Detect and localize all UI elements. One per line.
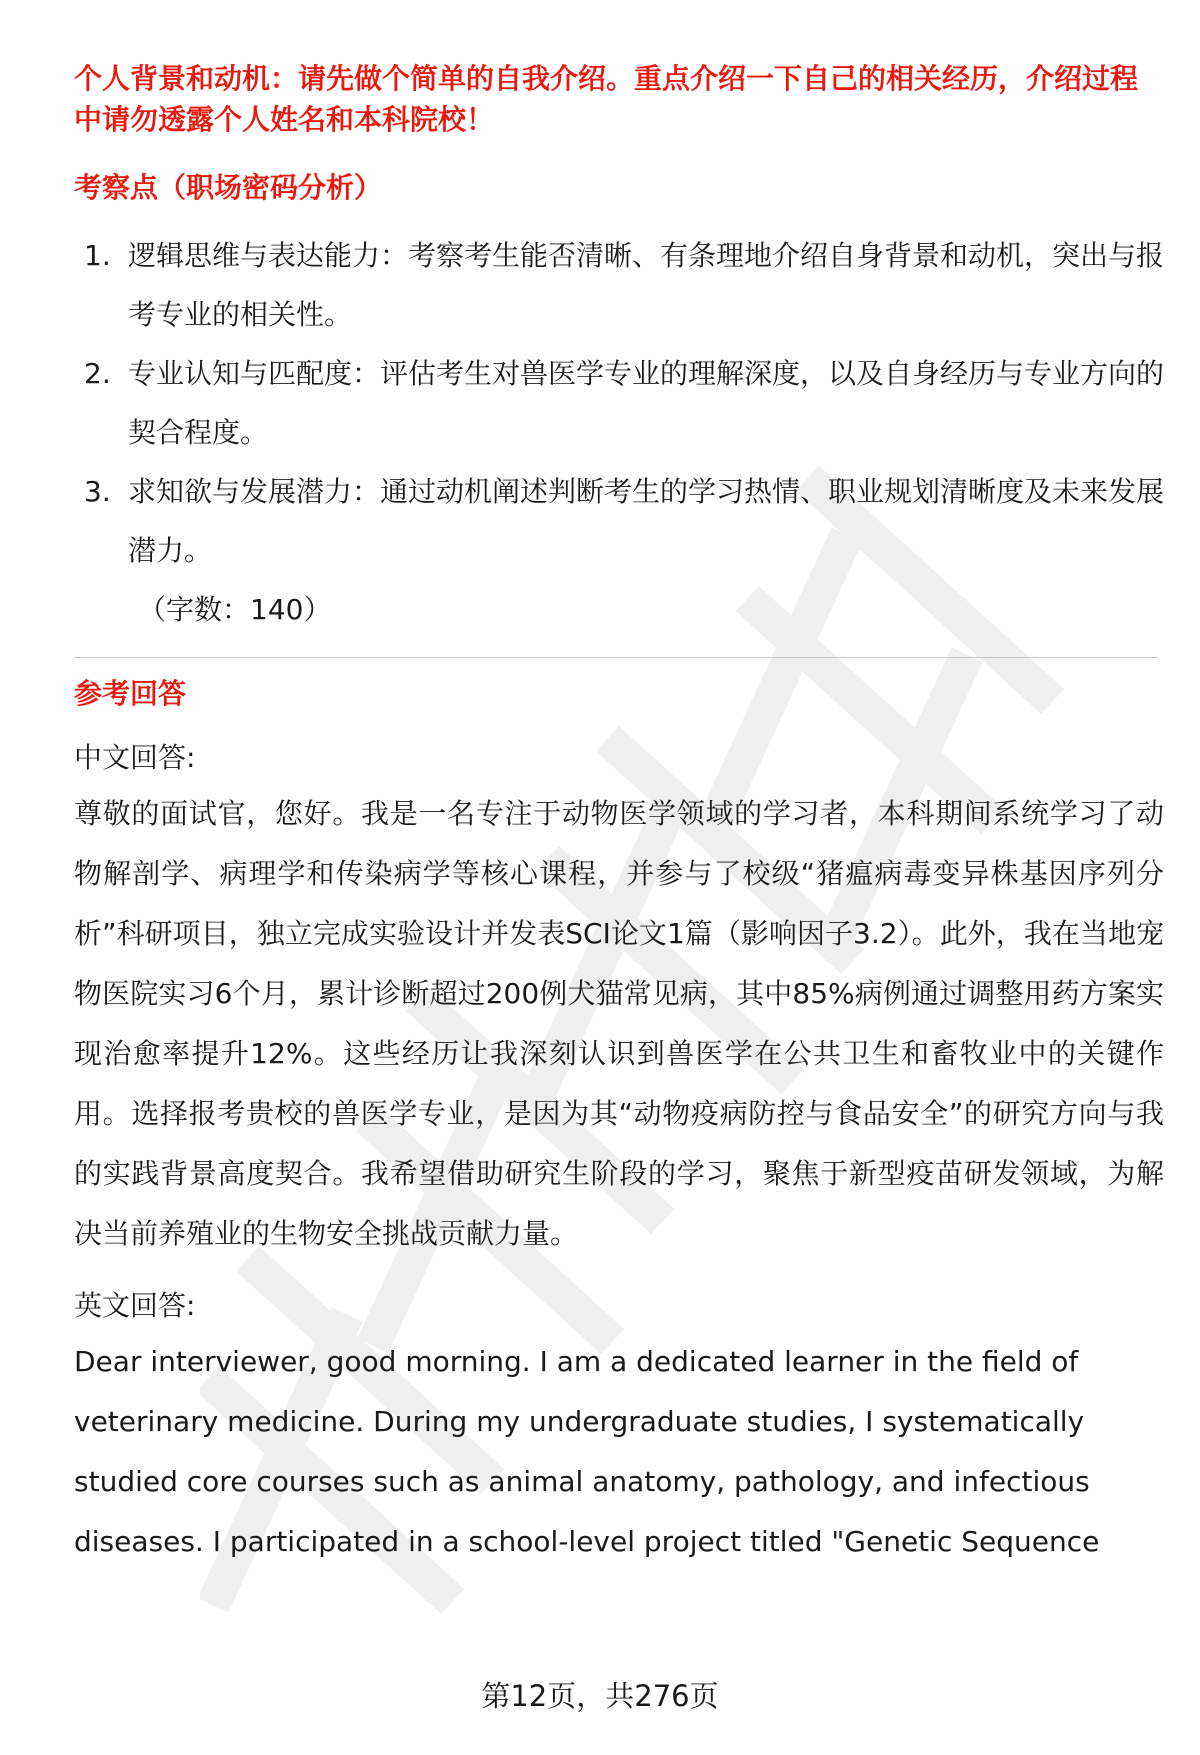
list-number: 1. [84,239,111,272]
question-heading: 个人背景和动机：请先做个简单的自我介绍。重点介绍一下自己的相关经历，介绍过程中请勿透露个人姓名和本科院校！ [74,62,1139,136]
list-item-text: 专业认知与匹配度：评估考生对兽医学专业的理解深度，以及自身经历与专业方向的契合程度。 [128,357,1165,449]
checkpoint-list [74,226,1164,580]
word-count: （字数：140） [138,593,332,626]
section-divider [74,657,1158,658]
checkpoints-title: 考察点（职场密码分析） [74,171,383,204]
english-answer-label: 英文回答: [74,1289,196,1322]
list-item [74,344,1164,462]
list-number: 3. [84,475,111,508]
chinese-answer-text: 尊敬的面试官，您好。我是一名专注于动物医学领域的学习者，本科期间系统学习了动物解剖学、病理学和传染病学等核心课程，并参与了校级“猪瘟病毒变异株基因序列分析”科研项目，独立完成实验设计并发表SCI论文1篇（影响因子3.2）。此外，我在当地宠物医院实习6个月，累计诊断超过200例犬猫常见病，其中85%病例通过调整用药方案实现治愈率提升12%。这些经历让我深刻认识到兽医学在公共卫生和畜牧业中的关键作用。选择报考贵校的兽医学专业，是因为其“动物疫病防控与食品安全”的研究方向与我的实践背景高度契合。我希望借助研究生阶段的学习，聚焦于新型疫苗研发领域，为解决当前养殖业的生物安全挑战贡献力量。 [74,797,1164,1250]
list-item-text: 求知欲与发展潜力：通过动机阐述判断考生的学习热情、职业规划清晰度及未来发展潜力。 [128,475,1165,567]
chinese-answer-label: 中文回答: [74,741,196,774]
list-item [74,226,1164,344]
document-page [74,58,1164,1572]
list-item-text: 逻辑思维与表达能力：考察考生能否清晰、有条理地介绍自身背景和动机，突出与报考专业的相关性。 [128,239,1165,331]
list-item [74,462,1164,580]
english-answer-text: Dear interviewer, good morning. I am a dedicated learner in the field of veterinary medicine. During my undergraduate studies, I systematically studied core courses such as animal anatomy, pathology, and infectious diseases. I participated in a school-level project titled "Genetic Sequence [74,1345,1100,1558]
page-footer: 第12页，共276页 [481,1679,719,1713]
reference-title: 参考回答 [74,677,187,710]
list-number: 2. [84,357,111,390]
